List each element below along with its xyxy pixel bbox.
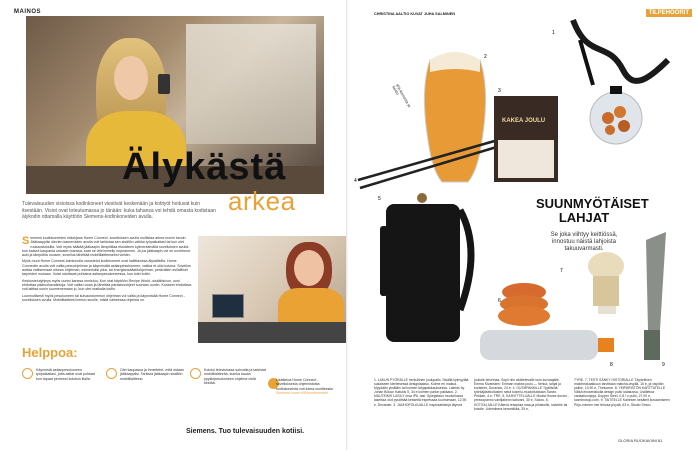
body-paragraph-3: Keskustelutyhjeys myös uunisi kanssa onnistuu. Kun otat käyttöön Recipe World -sisältösivun, uuni ehdottaa pääruokavalintoja. Voit valita ruoan ja lähettää parastusohjeet suoraan uuniin. Konseet ehdottava voit laittaa uunin kuumenemaan jo, kun olet matkalla kotiin. [22, 278, 192, 292]
fridge-icon [106, 368, 117, 379]
right-page-gifts [348, 0, 696, 450]
body-paragraph-2: Myös muut Home Connect-toiminnolla varustetut kodinkoneet ovat hallittavissa älylaitteilla. Home Connectin avulla voit valita pesuohjelman ja käynnistää astianpesukoneen, vaikka et olisi kotona. Sovellus auttaa valitsemaan oikean ohjelman; esimerkiksi pika- tai energiansäästöohjelman, perävälien avilailliset tarpeiden mukaan. Voiat odottavat puhtaina astianpesukoneessa, kun tulet kotiin. [22, 259, 191, 277]
product-number-7: 7 [560, 268, 563, 274]
product-number-1: 1 [552, 30, 555, 36]
gift-subtitle: Se joka viihtyy keittiössä, innostuu näistä lahjoista takuuvarmasti. [550, 232, 618, 252]
brand-slogan: Siemens. Tuo tulevaisuuden kotiisi. [186, 428, 305, 435]
ornament-ball [590, 92, 642, 144]
gift-headline: SUUNMYÖTÄISET LAHJAT [536, 196, 649, 225]
tip-3: Kotoisi televisiossa sohvalla ja tarkistat mobiililaitteelta, kuinka kauan pyykinpesukoneen ohjelma vielä kestää. [204, 368, 266, 385]
product-list-col1: 1. LAKUN PYÖRÄLLE herkullinen joulupallo. Sisällä kylmyytää sukaiseen kierteisessä designlaakso. Kolme eri makua. Myydään yksittäin tai kolmen lahjapakkauksessa. Lakrids by Johan Bülow, Katukis 5, 34 e kolmen pallon pakkaus. 2. MAUTEIKKI LASILY orsa IPA -lasi. Spiegelaun muotoilussa laseissa olut pysähtää keskeltä espressaa kuohumaan, 12,90 e, Decanter. 3. JAUHOPOLKUALLE inspiraatiokirja täynnä [374, 378, 469, 407]
section-brand: TILPEHÖÖRIT [646, 9, 692, 17]
side-info-text: Lisätietoa Home Connect -sovelluksesta ohjelmistosta kodinkoneista voit lukea osoitteesta: [276, 378, 334, 391]
side-info [276, 378, 340, 395]
helppoa-heading: Helppoa: [22, 345, 78, 360]
product-number-4: 4 [354, 178, 357, 184]
product-list-col2: joulutie teiveinaa. Sopii niin aloittelevalle kuin kurvaajalle. Emma Kivamäen: Emman makea joulu — herkut, lahjat ja koristeet, Docendo, 24 e. 4. GUSHPANKILLE Typillisiltä työntäjäsekoitusten sekä kokeilu-muotoiluistaan Sarvio. Pekkan, 4 e, TRE. 5. KAHVITTELIJALLE Muala House doctor -pressopannu vaniljakeon kahvani, 30 e, Sokos. 6. KOTIOLIJALLE Kätevä reseptaa maa-ja pihakoille, katvelle tai kotoile. Udemibera keramiikka, 25 e, [474, 378, 569, 411]
glass-label: IPA-kerrosta ja keitto [391, 82, 413, 109]
body-column-1 [22, 236, 192, 302]
clock-icon [22, 368, 33, 379]
product-list-col3: TYRE. 7. TESTI SÄNKY HISTORIALLE Täydellinen matcheakaatkuun tarvittaan matcha-vispilä, 16 e, ja vispilän pidike, 13,90 e, Theluome. 8. YMPÄRISTÖN KARTTATELLE Välkä ekoseriakulla design pullo ladatussa. Lisätietoa variaatioonjoja. Dopper Steel, 0,8 l n pullo, 27,00 e, luominotojo.com. 9. TAITEELLE Kahesen kesätelt kuvaamiseen Pirjo-voimen mei tehosa pöydä, 63 e, Studio Smoo. [574, 378, 670, 407]
drop-cap: S [22, 235, 30, 247]
product-number-8: 8 [610, 362, 613, 368]
body-paragraph-4: Luonnollisesti myös pesukoneen tai kuivausrummun ohjelman voi valita ja käynnistää Home Connect -sovelluksen avulla. Mobiililaitteesi kertoo sinulle, mistä vaiheessa ohjelma on. [22, 293, 185, 302]
section-label: MAINOS [14, 9, 41, 15]
washer-icon [190, 368, 201, 379]
page-number: GLORIA RUOKAVIINI 81 [618, 438, 663, 443]
photo-woman-cooking [198, 236, 346, 343]
ingress-text: Tulevaisuuden visioissa kodinkoneet viestivät keskenään ja kotityöt hoituvat kuin itsestään. Visiot ovat toteutumassa jo tänään: kuka tahansa voi tehdä omasta kodistaan älykodin ottamalla käyttöön Siemens-kodinkoneiden avulla. [22, 201, 216, 221]
byline: CHRISTINA AALTIO KUVAT JUHA SALMINEN [374, 12, 455, 16]
product-number-5: 5 [378, 196, 381, 202]
product-number-3: 3 [498, 88, 501, 94]
product-number-9: 9 [662, 362, 665, 368]
book-cover-title: KAKEA JOULU [502, 118, 546, 124]
tip-1: Käynnistä astianpesukoneen työpaikaltasi, jotta astiat ovat puhtaat kun tapaat perheesi kotoisin illalla. [36, 368, 95, 381]
tip-2: Olet kaupassa ja ihmettelet, mitä ostaan jääkaappiisi. Tarkista jääkaapin sisällön mobiililaitteesi. [120, 368, 184, 381]
homeconnect-link[interactable]: Siemens-home.fi/fi/homeconnect [276, 390, 329, 395]
body-paragraph-1: iemens kodinkoneiden etäohjaus Home Connect -sovelluksen avulla mullistaa arkea monin tavoin. Jääkaappiisi olevien kameroiden avulla voit tarkistaa sen sisällön vaikka työpaikaltasi tai kun olet ruokaostoksilla. Voit myös säätää jääkaapin lämpötilaa etukäteen kylmentämällä sovelluksen avulla: kun saavut kaupasta ostosten kanssa, saat ne viileimmelly nopeammin. Ja jos jääkaapin ovi on unohtunut auki ja lämpötila nousee, sovellus lähettää mobiililaitteeseesi viestin. [22, 236, 191, 258]
product-number-6: 6 [498, 298, 501, 304]
headline-line1: Älykästä [122, 146, 287, 188]
tips-row [22, 368, 272, 418]
product-number-2: 2 [484, 54, 487, 60]
headline-line2: arkea [228, 186, 296, 216]
